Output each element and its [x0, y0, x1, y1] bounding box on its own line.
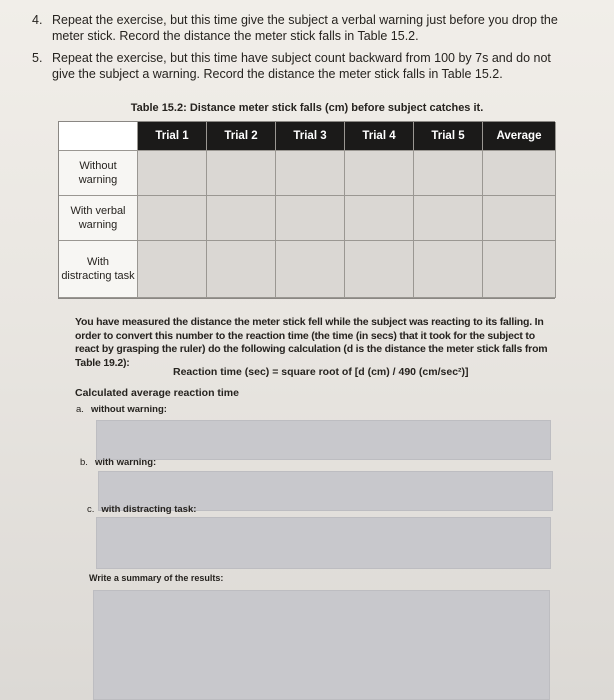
column-header-trial-4: Trial 4 [345, 122, 414, 151]
row-label-with-distracting-task: With distracting task [59, 241, 138, 298]
data-cell[interactable] [276, 151, 345, 196]
data-cell[interactable] [483, 241, 556, 298]
column-header-trial-5: Trial 5 [414, 122, 483, 151]
summary-box[interactable] [93, 590, 550, 700]
summary-label: Write a summary of the results: [89, 573, 224, 583]
row-label-without-warning: Without warning [59, 151, 138, 196]
table-caption: Table 15.2: Distance meter stick falls (cm) before subject catches it. [130, 102, 484, 114]
data-cell[interactable] [138, 151, 207, 196]
answer-label-text: with warning: [94, 457, 157, 468]
list-marker: b. [80, 457, 88, 468]
data-cell[interactable] [207, 241, 276, 298]
calculated-heading: Calculated average reaction time [75, 387, 239, 399]
question-4 [32, 12, 577, 44]
answer-label-distracting-task [87, 504, 196, 515]
data-cell[interactable] [276, 241, 345, 298]
distance-table [58, 121, 555, 299]
answer-box-distracting-task[interactable] [96, 517, 551, 569]
data-cell[interactable] [207, 196, 276, 241]
table-corner-cell [59, 122, 138, 151]
data-cell[interactable] [345, 241, 414, 298]
answer-label-text: with distracting task: [101, 504, 197, 515]
question-text: Repeat the exercise, but this time have subject count backward from 100 by 7s and do not give the subject a warning. Record the distance the meter stick falls in Table 15.2. [52, 51, 551, 81]
answer-box-without-warning[interactable] [96, 420, 551, 460]
data-cell[interactable] [483, 196, 556, 241]
list-marker: c. [87, 504, 95, 515]
data-cell[interactable] [345, 151, 414, 196]
row-label-with-verbal-warning: With verbal warning [59, 196, 138, 241]
answer-label-without-warning [76, 404, 167, 415]
data-cell[interactable] [414, 241, 483, 298]
question-text: Repeat the exercise, but this time give the subject a verbal warning just before you drop the meter stick. Record the distance the meter stick falls in Table 15.2. [52, 13, 558, 43]
data-cell[interactable] [414, 196, 483, 241]
data-cell[interactable] [138, 196, 207, 241]
data-cell[interactable] [483, 151, 556, 196]
column-header-average: Average [483, 122, 556, 151]
data-cell[interactable] [414, 151, 483, 196]
data-cell[interactable] [276, 196, 345, 241]
answer-label-with-warning [80, 457, 156, 468]
data-cell[interactable] [207, 151, 276, 196]
reaction-time-formula: Reaction time (sec) = square root of [d (cm) / 490 (cm/sec²)] [173, 366, 469, 378]
column-header-trial-1: Trial 1 [138, 122, 207, 151]
question-5 [32, 50, 577, 82]
data-cell[interactable] [345, 196, 414, 241]
list-marker: a. [76, 404, 84, 415]
data-cell[interactable] [138, 241, 207, 298]
column-header-trial-2: Trial 2 [207, 122, 276, 151]
column-header-trial-3: Trial 3 [276, 122, 345, 151]
instruction-paragraph: You have measured the distance the meter stick fell while the subject was reacting to its falling. In order to convert this number to the reaction time (the time (in secs) that it took for the subject to react by grasping the ruler) do the following calculation (d is the distance the meter stick falls from Table 19.2): [75, 316, 548, 369]
answer-label-text: without warning: [90, 404, 167, 415]
question-number: 4. [32, 13, 43, 27]
question-number: 5. [32, 51, 43, 65]
